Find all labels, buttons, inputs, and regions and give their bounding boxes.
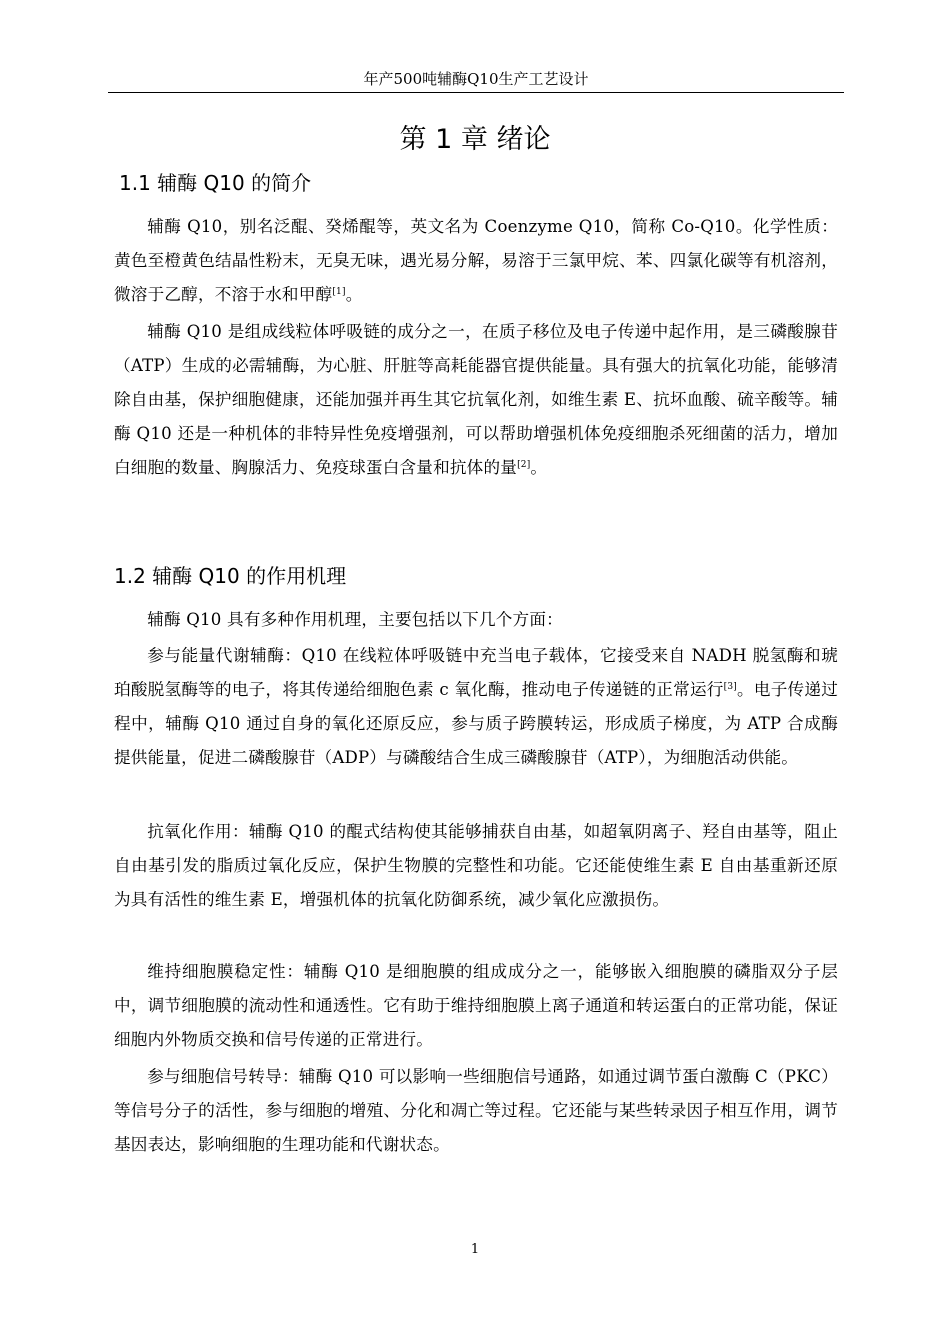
paragraph-1-2-4 bbox=[114, 955, 838, 1057]
citation-ref: [1] bbox=[332, 287, 346, 297]
paragraph-text: 参与细胞信号转导：辅酶 Q10 可以影响一些细胞信号通路，如通过调节蛋白激酶 C（PKC）等信号分子的活性，参与细胞的增殖、分化和凋亡等过程。它还能与某些转录因子相互作用，调节基因表达，影响细胞的生理功能和代谢状态。 bbox=[114, 1067, 838, 1154]
paragraph-end: 。 bbox=[345, 285, 363, 304]
chapter-title: 第 1 章 绪论 bbox=[399, 124, 551, 155]
section-heading-1-1: 1.1 辅酶 Q10 的简介 bbox=[119, 171, 312, 195]
paragraph-text: 辅酶 Q10 是组成线粒体呼吸链的成分之一，在质子移位及电子传递中起作用，是三磷酸腺苷（ATP）生成的必需辅酶，为心脏、肝脏等高耗能器官提供能量。具有强大的抗氧化功能，能够清除自由基，保护细胞健康，还能加强并再生其它抗氧化剂，如维生素 E、抗坏血酸、硫辛酸等。辅酶 Q10 还是一种机体的非特异性免疫增强剂，可以帮助增强机体免疫细胞杀死细菌的活力，增加白细胞的数量、胸腺活力、免疫球蛋白含量和抗体的量 bbox=[114, 322, 838, 477]
paragraph-1-2-2 bbox=[114, 639, 838, 775]
paragraph-end: 。 bbox=[530, 458, 548, 477]
paragraph-text: 抗氧化作用：辅酶 Q10 的醌式结构使其能够捕获自由基，如超氧阴离子、羟自由基等，阻止自由基引发的脂质过氧化反应，保护生物膜的完整性和功能。它还能使维生素 E 自由基重新还原为具有活性的维生素 E，增强机体的抗氧化防御系统，减少氧化应激损伤。 bbox=[114, 822, 838, 909]
paragraph-text: 辅酶 Q10，别名泛醌、癸烯醌等，英文名为 Coenzyme Q10，简称 Co-Q10。化学性质：黄色至橙黄色结晶性粉末，无臭无味，遇光易分解，易溶于三氯甲烷、苯、四氯化碳等有机溶剂，微溶于乙醇，不溶于水和甲醇 bbox=[114, 217, 838, 304]
paragraph-text: 辅酶 Q10 具有多种作用机理，主要包括以下几个方面： bbox=[147, 610, 563, 629]
paragraph-text: 维持细胞膜稳定性：辅酶 Q10 是细胞膜的组成成分之一，能够嵌入细胞膜的磷脂双分子层中，调节细胞膜的流动性和通透性。它有助于维持细胞膜上离子通道和转运蛋白的正常功能，保证细胞内外物质交换和信号传递的正常进行。 bbox=[114, 962, 838, 1049]
paragraph-1-1-2 bbox=[114, 315, 838, 485]
citation-ref: [2] bbox=[517, 460, 531, 470]
paragraph-1-1-1 bbox=[114, 210, 838, 312]
section-heading-1-2: 1.2 辅酶 Q10 的作用机理 bbox=[114, 564, 347, 588]
citation-ref: [3] bbox=[723, 682, 737, 692]
paragraph-text: 参与能量代谢辅酶：Q10 在线粒体呼吸链中充当电子载体，它接受来自 NADH 脱氢酶和琥珀酸脱氢酶等的电子，将其传递给细胞色素 c 氧化酶，推动电子传递链的正常运行 bbox=[114, 646, 838, 699]
paragraph-end: 。电子传递过程中，辅酶 Q10 通过自身的氧化还原反应，参与质子跨膜转运，形成质子梯度，为 ATP 合成酶提供能量，促进二磷酸腺苷（ADP）与磷酸结合生成三磷酸腺苷（ATP），为细胞活动供能。 bbox=[114, 680, 838, 767]
page-number: 1 bbox=[470, 1242, 480, 1257]
paragraph-1-2-1 bbox=[114, 603, 838, 637]
paragraph-1-2-5 bbox=[114, 1060, 838, 1162]
paragraph-1-2-3 bbox=[114, 815, 838, 917]
running-header: 年产500吨辅酶Q10生产工艺设计 bbox=[108, 66, 844, 93]
